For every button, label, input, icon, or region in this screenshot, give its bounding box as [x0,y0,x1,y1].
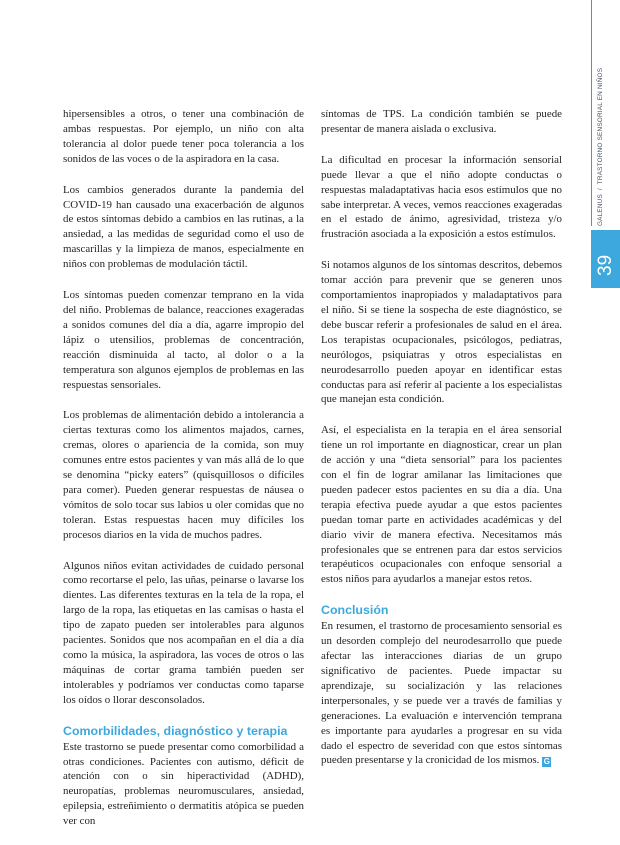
left-paragraph-2: Los cambios generados durante la pandemia del COVID-19 han causado una exacerbación de algunos de estos síntomas debido a cambios en las rutinas, a la ansiedad, a las medidas de seguridad como el uso de mascarillas y la limpieza de manos, especialmente en niños con problemas de modulación táctil. [63,183,304,271]
page-number: 39 [595,254,616,276]
comorbidities-heading: Comorbilidades, diagnóstico y terapia [63,723,288,738]
right-paragraph-3: Si notamos algunos de los síntomas descritos, debemos tomar acción para prevenir que se generen unos comportamientos inapropiados y maladaptativos para el niño. Si se tiene la sospecha de este diagnóstico, se debe buscar referir a profesionales de salud en el área. Los terapistas ocupacionales, psicólogos, pediatras, neurólogos, psiquiatras y otros especialistas en neurodesarrollo pueden apoyar en identificar estas conductas para así referir al paciente a los especialistas que manejan esta condición. [321,259,562,406]
left-paragraph-1: hipersensibles a otros, o tener una combinación de ambas respuestas. Por ejemplo, un niño con alta tolerancia al dolor puede tener poca tolerancia a los sonidos de las voces o de la aspiradora en la casa. [63,108,304,165]
running-header [592,67,609,226]
left-column [63,107,304,845]
running-header-separator: / [597,188,604,191]
right-column [321,107,562,784]
left-paragraph-5: Algunos niños evitan actividades de cuidado personal como recortarse el pelo, las uñas, peinarse o lavarse los dientes. Las diferentes texturas en la tela de la ropa, el largo de la ropa, las etiquetas en las camisas o hasta el tipo de zapato pueden ser intolerables para algunos pacientes. Sonidos que nos acompañan en el día a día como la música, la aspiradora, las voces de otros o las máquinas de cortar grama también pueden ser intolerables y podríamos ver conductas como taparse los oídos o llorar desconsolados. [63,559,305,706]
left-paragraph-4: Los problemas de alimentación debido a intolerancia a ciertas texturas como los alimentos majados, carnes, cremas, olores o apariencia de la comida, son muy comunes entre estos pacientes y van más allá de lo que se denomina “picky eaters” (quisquillosos o difíciles para comer). Pueden generar respuestas de náusea o vómitos de solo tocar sus labios u oler comidas que no toleran. Estas respuestas hacen muy difíciles los procesos diarios en la vida de muchos padres. [63,409,304,541]
right-paragraph-1: síntomas de TPS. La condición también se puede presentar de manera aislada o exclusiva. [321,108,562,135]
right-paragraph-4: Así, el especialista en la terapia en el área sensorial tiene un rol importante en diagnosticar, crear un plan de acción y una “dieta sensorial” para los pacientes con el fin de lograr amilanar las limitaciones que pueden padecer estos pacientes en su día a día. Una terapia efectiva puede ayudar a que estos pacientes puedan tomar parte en actividades académicas y del diario vivir de manera efectiva. Necesitamos más profesionales que se entrenen para dar estos servicios terapéuticos ocupacionales con enfoque sensorial a estos niños para ayudarlos a manejar estos retos. [321,424,562,586]
conclusion-heading: Conclusión [321,603,389,618]
left-paragraph-6: Este trastorno se puede presentar como comorbilidad a otras condiciones. Pacientes con autismo, déficit de atención con o sin hiperactividad (ADHD), neuropatías, problemas neuromusculares, ansiedad, epilepsia, estreñimiento o dermatitis atópica se pueden ver con [63,740,304,828]
conclusion-text: En resumen, el trastorno de procesamiento sensorial es un desorden complejo del neurodesarrollo que puede afectar las interacciones diarias de un grupo significativo de pacientes. Puede impactar su aprendizaje, su socialización y las relaciones interpersonales, y se puede ver a través de familias y generaciones. La evaluación e intervención temprana es importante para ayudarles a progresar en su vida dado el espectro de severidad con que estos síntomas pueden presentarse y la cronicidad de los mismos. [321,620,562,767]
end-of-article-icon: G [543,757,550,767]
section-name: TRASTORNO SENSORIAL EN NIÑOS [597,67,604,185]
left-paragraph-3: Los síntomas pueden comenzar temprano en la vida del niño. Problemas de balance, reacciones exageradas a sonidos comunes del día a día, agarre impropio del lápiz o utensilios, problemas de concentración, reacción disminuida al tacto, al dolor o a la temperatura son algunos ejemplos de problemas en las respuestas sensoriales. [63,289,304,391]
right-paragraph-5 [321,619,562,768]
journal-name: GALENUS [597,194,604,226]
right-paragraph-2: La dificultad en procesar la información sensorial puede llevar a que el niño adopte conductas o respuestas maladaptativas hacia esos estímulos que no sabe interpretar. A veces, vemos reacciones exageradas en el estado de ánimo, agresividad, tristeza y/o frustración asociada a la exposición a estos estímulos. [321,153,562,241]
